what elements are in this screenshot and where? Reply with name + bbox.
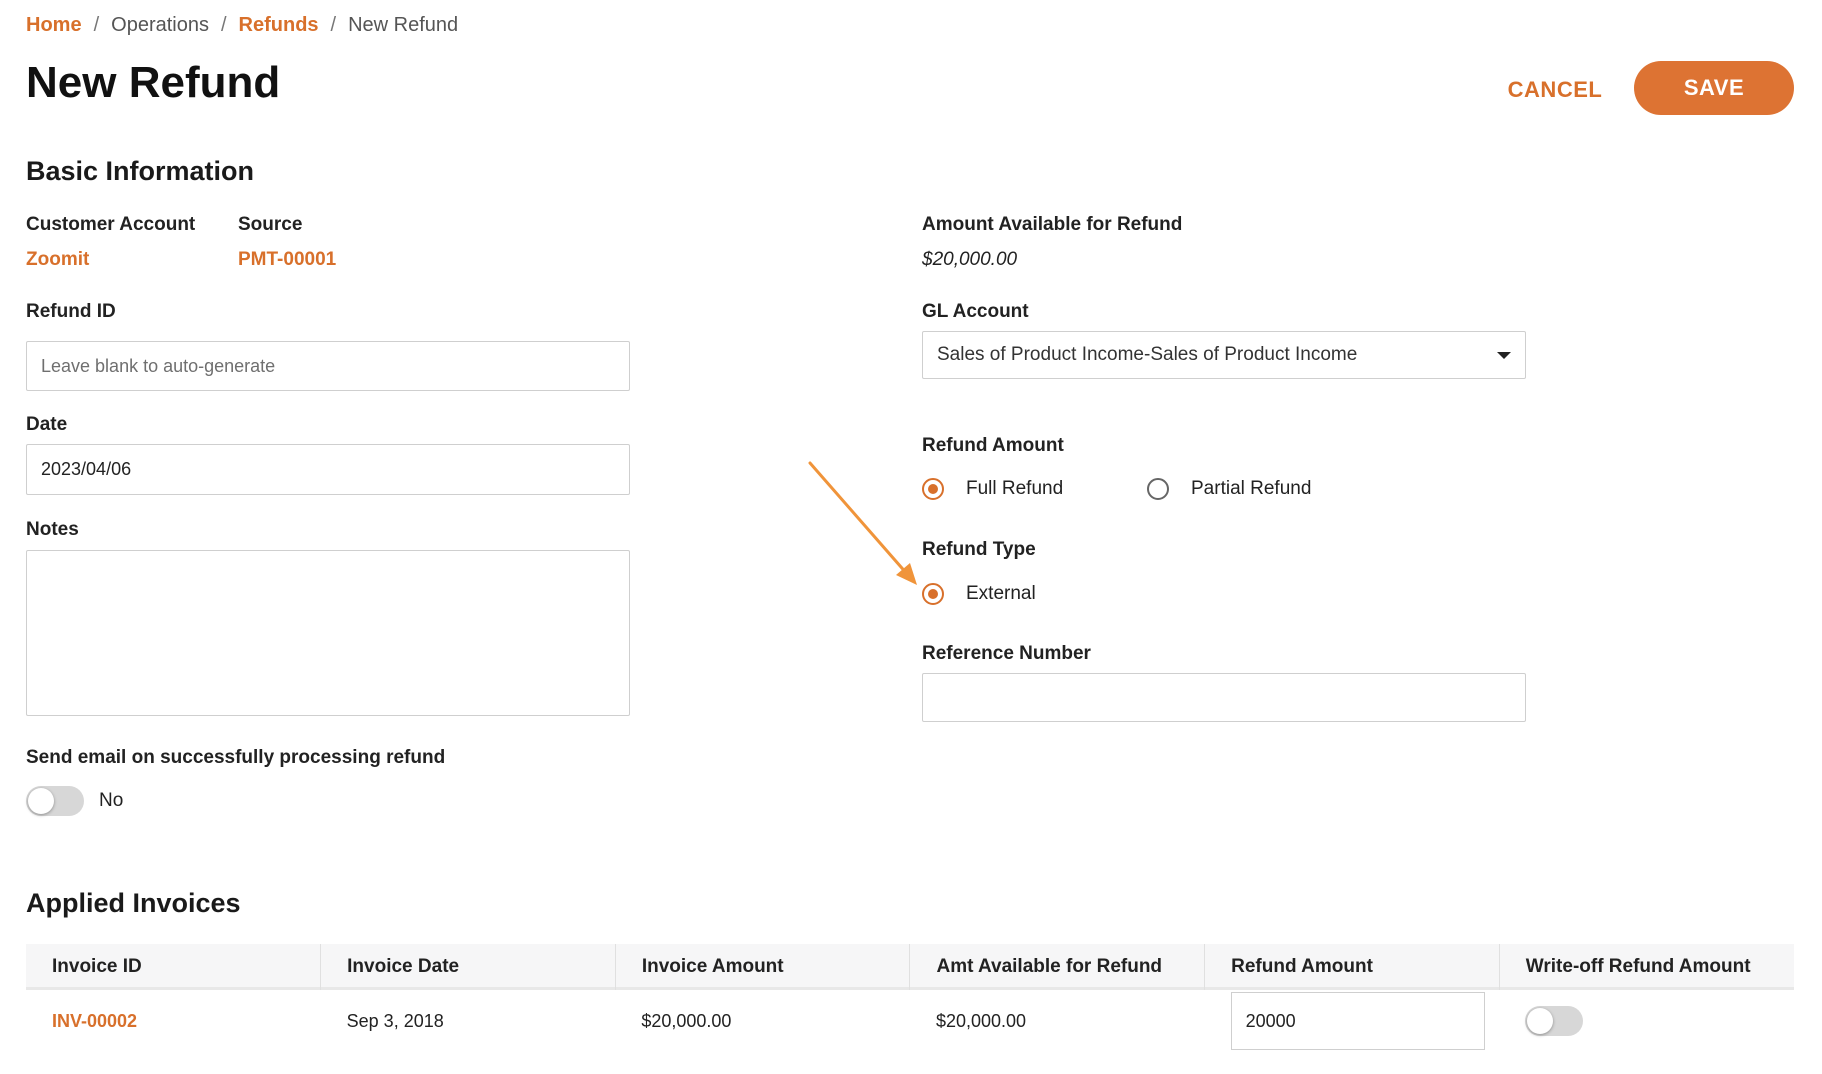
breadcrumb-separator: / <box>93 14 100 36</box>
refund-id-label: Refund ID <box>26 301 116 322</box>
breadcrumb-operations: Operations <box>111 14 209 36</box>
invoice-date-cell: Sep 3, 2018 <box>346 1010 444 1031</box>
external-option[interactable] <box>922 583 1036 605</box>
partial-refund-radio[interactable] <box>1147 478 1169 500</box>
write-off-toggle[interactable] <box>1525 1006 1583 1036</box>
table-row <box>26 990 1794 1052</box>
notes-textarea[interactable] <box>26 550 630 716</box>
date-label: Date <box>26 414 68 435</box>
amount-available-label: Amount Available for Refund <box>922 214 1183 235</box>
customer-account-link[interactable]: Zoomit <box>26 249 90 270</box>
full-refund-radio[interactable] <box>922 478 944 500</box>
refund-amount-input[interactable] <box>1231 992 1485 1050</box>
column-header-invoice-amount[interactable]: Invoice Amount <box>615 944 910 990</box>
external-label: External <box>966 583 1036 604</box>
full-refund-label: Full Refund <box>966 478 1064 499</box>
invoice-id-link[interactable]: INV-00002 <box>52 1010 138 1031</box>
partial-refund-label: Partial Refund <box>1191 478 1312 499</box>
gl-account-select[interactable] <box>922 331 1526 379</box>
date-input[interactable] <box>26 444 630 495</box>
gl-account-selected-value: Sales of Product Income-Sales of Product Income <box>937 344 1358 365</box>
external-radio[interactable] <box>922 583 944 605</box>
column-header-invoice-id[interactable]: Invoice ID <box>26 944 321 990</box>
source-label: Source <box>238 214 303 235</box>
table-header-row <box>26 944 1794 990</box>
gl-account-label: GL Account <box>922 301 1029 322</box>
refund-type-label: Refund Type <box>922 539 1036 560</box>
column-header-amt-available[interactable]: Amt Available for Refund <box>910 944 1205 990</box>
breadcrumb-refunds-link[interactable]: Refunds <box>238 14 319 36</box>
full-refund-option[interactable] <box>922 478 1063 500</box>
refund-amount-label: Refund Amount <box>922 435 1064 456</box>
save-button[interactable]: SAVE <box>1634 61 1794 115</box>
applied-invoices-table <box>26 944 1794 1052</box>
toggle-knob <box>28 788 54 814</box>
refund-id-input[interactable] <box>26 341 630 391</box>
reference-number-input[interactable] <box>922 673 1526 722</box>
annotation-arrow-icon <box>800 455 925 595</box>
write-off-cell <box>1499 990 1794 1052</box>
basic-information-heading: Basic Information <box>26 156 255 186</box>
partial-refund-option[interactable] <box>1147 478 1311 500</box>
page-title: New Refund <box>26 58 281 107</box>
column-header-write-off[interactable]: Write-off Refund Amount <box>1499 944 1794 990</box>
refund-amount-cell <box>1205 990 1500 1052</box>
breadcrumb-separator: / <box>220 14 227 36</box>
toggle-knob <box>1527 1008 1553 1034</box>
send-email-toggle-label: No <box>99 790 124 811</box>
column-header-refund-amount[interactable]: Refund Amount <box>1205 944 1500 990</box>
notes-label: Notes <box>26 519 79 540</box>
source-link[interactable]: PMT-00001 <box>238 249 337 270</box>
amt-available-cell: $20,000.00 <box>935 1010 1027 1031</box>
customer-account-label: Customer Account <box>26 214 196 235</box>
breadcrumb <box>26 14 458 37</box>
cancel-button[interactable]: CANCEL <box>1490 72 1620 108</box>
applied-invoices-heading: Applied Invoices <box>26 888 241 918</box>
invoice-amount-cell: $20,000.00 <box>641 1010 732 1031</box>
send-email-label: Send email on successfully processing refund <box>26 747 446 768</box>
amount-available-value: $20,000.00 <box>922 249 1018 270</box>
breadcrumb-home-link[interactable]: Home <box>26 14 82 36</box>
reference-number-label: Reference Number <box>922 643 1091 664</box>
caret-down-icon <box>1497 352 1511 359</box>
breadcrumb-current-page: New Refund <box>348 14 459 36</box>
column-header-invoice-date[interactable]: Invoice Date <box>321 944 616 990</box>
breadcrumb-separator: / <box>330 14 337 36</box>
send-email-toggle[interactable] <box>26 786 84 816</box>
